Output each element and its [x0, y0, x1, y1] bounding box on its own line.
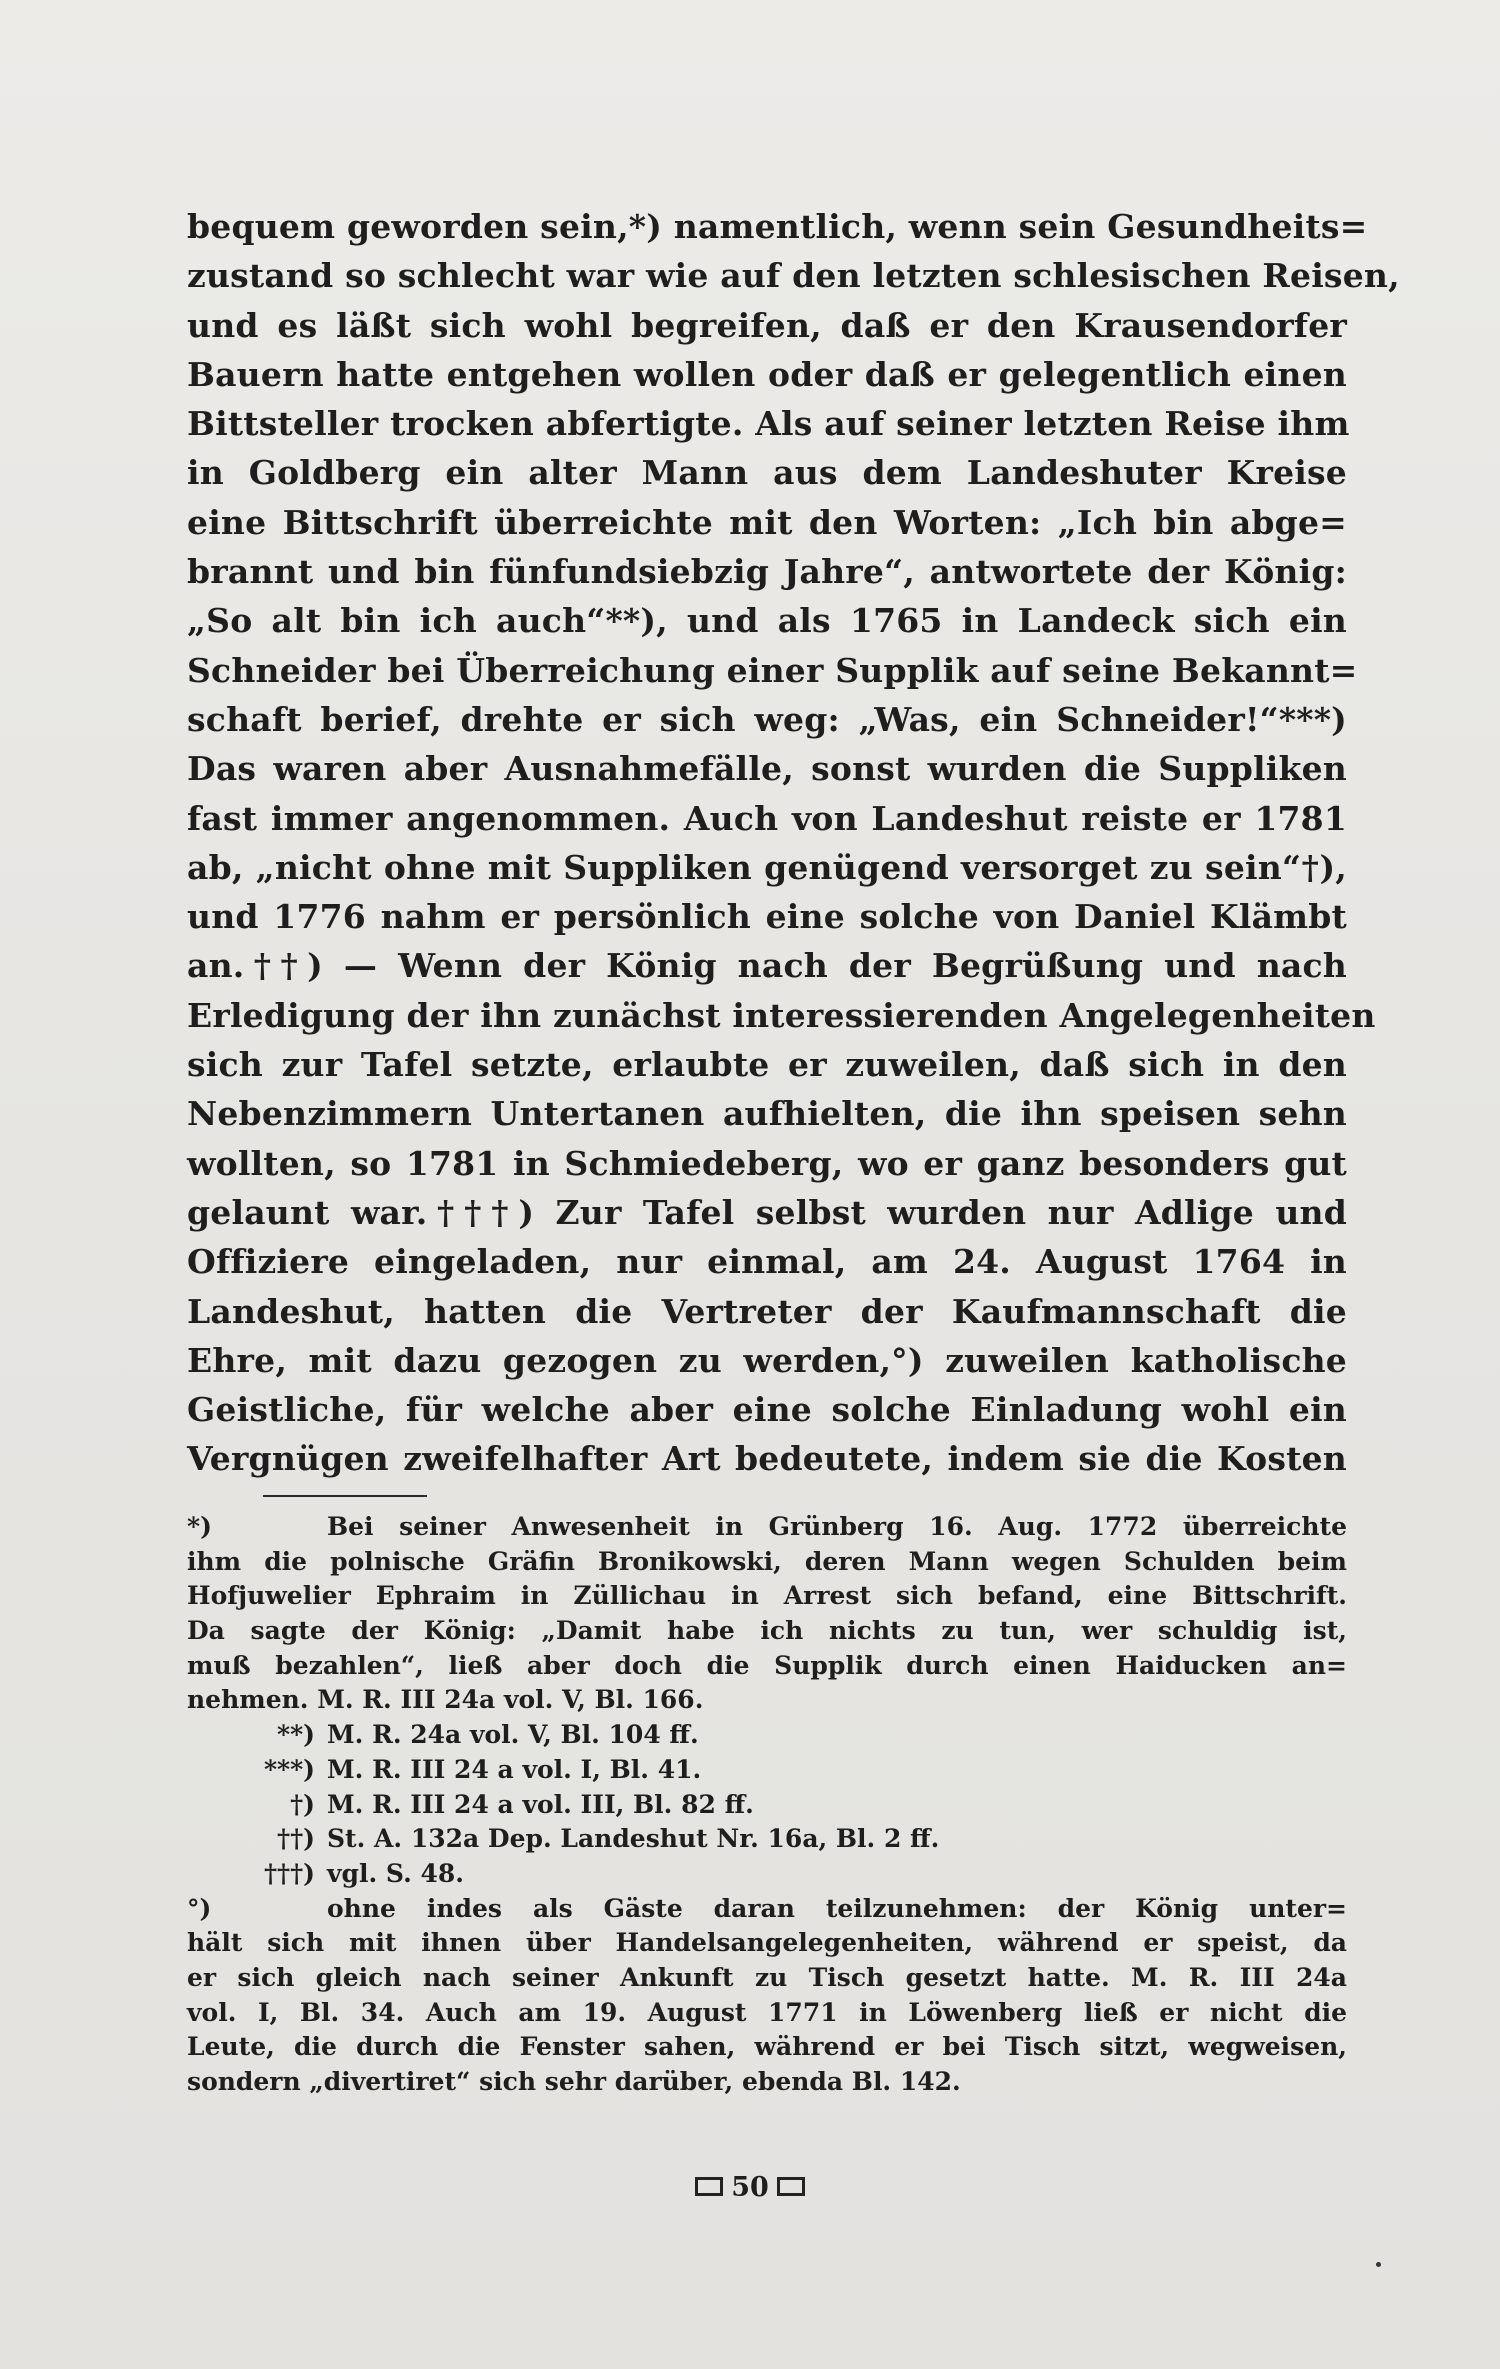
- footnote-line: [187, 1822, 1347, 1857]
- page-number: [0, 2172, 1500, 2203]
- text-line: brannt und bin fünfundsiebzig Jahre“, antwortete der König:: [187, 552, 1347, 592]
- footnote-marker: ***): [263, 1754, 315, 1784]
- text-line: an.††) — Wenn der König nach der Begrüßung und nach: [187, 946, 1347, 986]
- text-line: Bauern hatte entgehen wollen oder daß er gelegentlich einen: [187, 354, 1347, 394]
- text-line: Vergnügen zweifelhafter Art bedeutete, indem sie die Kosten: [187, 1439, 1347, 1479]
- footnote-text: St. A. 132a Dep. Landeshut Nr. 16a, Bl. 2 ff.: [327, 1824, 940, 1854]
- text-line: Schneider bei Überreichung einer Supplik auf seine Bekannt=: [187, 650, 1358, 690]
- footnote-marker: †): [290, 1789, 315, 1819]
- text-line: Geistliche, für welche aber eine solche Einladung wohl ein: [187, 1390, 1347, 1430]
- footnote-line: Hofjuwelier Ephraim in Züllichau in Arrest sich befand, eine Bittschrift.: [187, 1581, 1347, 1611]
- footnote-separator: [263, 1495, 427, 1497]
- footnote-line: [187, 1892, 1347, 1927]
- footnote-text: Bei seiner Anwesenheit in Grünberg 16. Aug. 1772 überreichte: [327, 1512, 1347, 1541]
- text-line: „So alt bin ich auch“**), und als 1765 in Landeck sich ein: [187, 601, 1347, 641]
- text-line: Das waren aber Ausnahmefälle, sonst wurden die Suppliken: [187, 749, 1347, 789]
- footnote-line: nehmen. M. R. III 24a vol. V, Bl. 166.: [187, 1685, 704, 1715]
- text-line: schaft berief, drehte er sich weg: „Was, ein Schneider!“***): [187, 699, 1347, 739]
- footnote-marker: **): [277, 1720, 315, 1750]
- footnote-marker: *): [187, 1512, 212, 1541]
- text-line: Landeshut, hatten die Vertreter der Kaufmannschaft die: [187, 1291, 1347, 1331]
- text-line: Nebenzimmern Untertanen aufhielten, die ihn speisen sehn: [187, 1094, 1347, 1134]
- footnote-line: sondern „divertiret“ sich sehr darüber, ebenda Bl. 142.: [187, 2067, 961, 2096]
- text-line: eine Bittschrift überreichte mit den Worten: „Ich bin abge=: [187, 502, 1347, 542]
- footnote-line: [187, 1753, 1347, 1788]
- footnote-text: M. R. 24a vol. V, Bl. 104 ff.: [327, 1720, 699, 1750]
- text-line: fast immer angenommen. Auch von Landeshut reiste er 1781: [187, 798, 1347, 838]
- footnote-line: [187, 1718, 1347, 1753]
- text-line: ab, „nicht ohne mit Suppliken genügend versorget zu sein“†),: [187, 847, 1347, 887]
- footnote-line: [187, 1510, 1347, 1545]
- footnote-line: [187, 1857, 1347, 1892]
- text-line: wollten, so 1781 in Schmiedeberg, wo er ganz besonders gut: [187, 1143, 1347, 1183]
- footnote-line: muß bezahlen“, ließ aber doch die Supplik durch einen Haiducken an=: [187, 1650, 1347, 1680]
- text-line: bequem geworden sein,*) namentlich, wenn sein Gesundheits=: [187, 207, 1368, 246]
- main-text-block: [187, 202, 1400, 1484]
- footnote-line: er sich gleich nach seiner Ankunft zu Tisch gesetzt hatte. M. R. III 24a: [187, 1962, 1347, 1992]
- footnote-marker: †††): [263, 1858, 315, 1888]
- footnote-line: Da sagte der König: „Damit habe ich nichts zu tun, wer schuldig ist,: [187, 1616, 1347, 1646]
- text-line: Erledigung der ihn zunächst interessierenden Angelegenheiten: [187, 995, 1376, 1035]
- footnote-line: Leute, die durch die Fenster sahen, während er bei Tisch sitzt, wegweisen,: [187, 2032, 1347, 2062]
- text-line: gelaunt war.†††) Zur Tafel selbst wurden nur Adlige und: [187, 1192, 1347, 1232]
- footnote-line: [187, 1788, 1347, 1823]
- footnote-marker: °): [187, 1893, 212, 1923]
- text-line: Ehre, mit dazu gezogen zu werden,°) zuweilen katholische: [187, 1340, 1347, 1380]
- print-speck: [1376, 2262, 1381, 2267]
- footnote-text: M. R. III 24 a vol. III, Bl. 82 ff.: [327, 1789, 754, 1819]
- footnote-text: vgl. S. 48.: [327, 1858, 464, 1888]
- text-line: in Goldberg ein alter Mann aus dem Landeshuter Kreise: [187, 453, 1347, 493]
- footnote-line: hält sich mit ihnen über Handelsangelegenheiten, während er speist, da: [187, 1928, 1347, 1958]
- ornament-box-icon: [695, 2177, 723, 2196]
- footnotes-block: [187, 1510, 1347, 2100]
- text-line: zustand so schlecht war wie auf den letzten schlesischen Reisen,: [187, 256, 1400, 296]
- footnote-line: ihm die polnische Gräfin Bronikowski, deren Mann wegen Schulden beim: [187, 1546, 1347, 1576]
- text-line: sich zur Tafel setzte, erlaubte er zuweilen, daß sich in den: [187, 1045, 1347, 1085]
- page-number-text: 50: [731, 2172, 769, 2203]
- ornament-box-icon: [777, 2177, 805, 2196]
- footnote-text: ohne indes als Gäste daran teilzunehmen: der König unter=: [327, 1893, 1347, 1923]
- text-line: Offiziere eingeladen, nur einmal, am 24. August 1764 in: [187, 1242, 1347, 1282]
- text-line: und 1776 nahm er persönlich eine solche von Daniel Klämbt: [187, 897, 1347, 937]
- footnote-text: M. R. III 24 a vol. I, Bl. 41.: [327, 1754, 702, 1784]
- footnote-marker: ††): [277, 1824, 315, 1854]
- text-line: Bittsteller trocken abfertigte. Als auf seiner letzten Reise ihm: [187, 404, 1350, 444]
- footnote-line: vol. I, Bl. 34. Auch am 19. August 1771 in Löwenberg ließ er nicht die: [187, 1997, 1347, 2027]
- text-line: und es läßt sich wohl begreifen, daß er den Krausendorfer: [187, 305, 1347, 345]
